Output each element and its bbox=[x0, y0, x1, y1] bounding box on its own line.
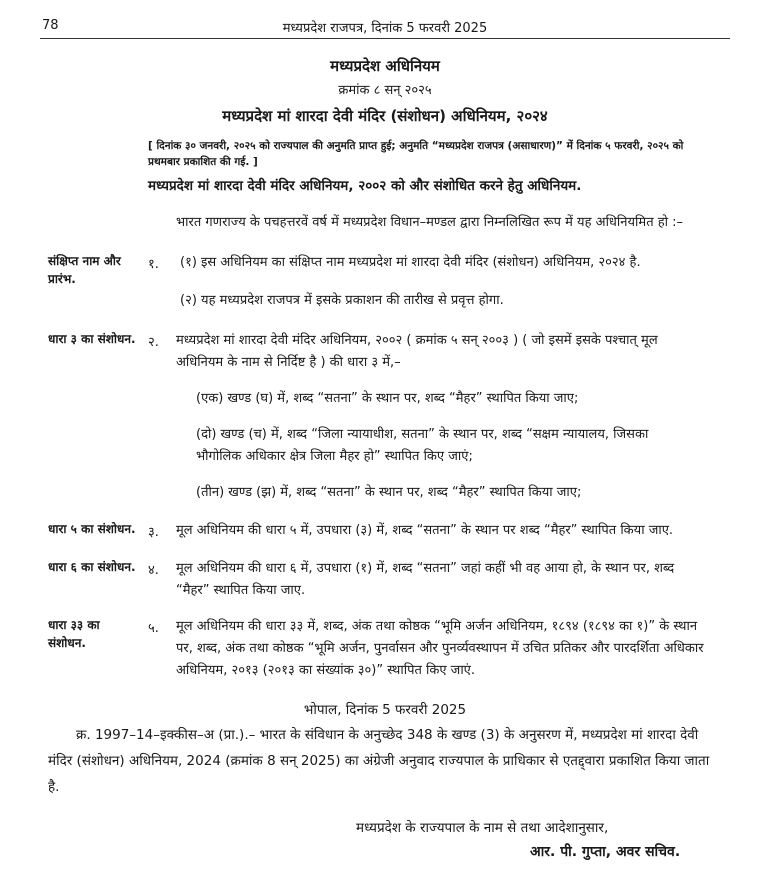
section-4-number: ४. bbox=[148, 563, 159, 578]
running-title: मध्यप्रदेश राजपत्र, दिनांक 5 फरवरी 2025 bbox=[282, 21, 488, 36]
section-4-side-note: धारा ६ का संशोधन. bbox=[48, 560, 136, 574]
section-2-text: मध्यप्रदेश मां शारदा देवी मंदिर अधिनियम, २००२ ( क्रमांक ५ सन् २००३ ) ( जो इसमें इसके पश्चात् मूल अधिनियम के नाम से निर्दिष्ट है ) की धारा ३ में,– bbox=[176, 333, 658, 370]
section-2-clause-c: (तीन) खण्ड (झ) में, शब्द “सतना” के स्थान पर, शब्द “मैहर” स्थापित किया जाए; bbox=[196, 485, 582, 500]
section-1-para-2: (२) यह मध्यप्रदेश राजपत्र में इसके प्रकाशन की तारीख से प्रवृत्त होगा. bbox=[180, 293, 504, 308]
translation-notice: क्र. 1997–14–इक्कीस–अ (प्रा.).– भारत के संविधान के अनुच्छेद 348 के खण्ड (3) के अनुसरण में, मध्यप्रदेश मां शारदा देवी मंदिर (संशोधन) अधिनियम, 2024 (क्रमांक 8 सन् 2025) का अंग्रेजी अनुवाद राज्यपाल के प्राधिकार से एतद्द्वारा प्रकाशित किया जाता है. bbox=[48, 727, 710, 795]
section-5-text: मूल अधिनियम की धारा ३३ में, शब्द, अंक तथा कोष्ठक “भूमि अर्जन अधिनियम, १८९४ (१८९४ का १)” के स्थान पर, शब्द, अंक तथा कोष्ठक “भूमि अर्जन, पुनर्वासन और पुनर्व्यवस्थापन में उचित प्रतिकर और पारदर्शिता अधिकार अधिनियम, २०१३ (२०१३ का संख्यांक ३०)” स्थापित किए जाएं. bbox=[176, 619, 704, 678]
section-5-number: ५. bbox=[148, 621, 159, 636]
section-2-side-note: धारा ३ का संशोधन. bbox=[48, 332, 136, 346]
place-date: भोपाल, दिनांक 5 फरवरी 2025 bbox=[303, 702, 467, 718]
section-2-clause-b: (दो) खण्ड (च) में, शब्द “जिला न्यायाधीश, सतना” के स्थान पर, शब्द “सक्षम न्यायालय, जिसका भौगोलिक अधिकार क्षेत्र जिला मैहर हो” स्थापित किए जाएं; bbox=[196, 427, 649, 464]
section-2-clause-a: (एक) खण्ड (घ) में, शब्द “सतना” के स्थान पर, शब्द “मैहर” स्थापित किया जाए; bbox=[196, 391, 579, 406]
page-number: 78 bbox=[42, 18, 59, 33]
section-1-para-1: (१) इस अधिनियम का संक्षिप्त नाम मध्यप्रदेश मां शारदा देवी मंदिर (संशोधन) अधिनियम, २०२४ है. bbox=[180, 255, 641, 270]
enacting-clause: भारत गणराज्य के पचहत्तरवें वर्ष में मध्यप्रदेश विधान–मण्डल द्वारा निम्नलिखित रूप में यह अधिनियमित हो :– bbox=[176, 215, 684, 230]
section-4-text: मूल अधिनियम की धारा ६ में, उपधारा (१) में, शब्द “सतना” जहां कहीं भी वह आया हो, के स्थान पर, शब्द “मैहर” स्थापित किया जाए. bbox=[176, 561, 675, 598]
section-3-text: मूल अधिनियम की धारा ५ में, उपधारा (३) में, शब्द “सतना” के स्थान पर शब्द “मैहर” स्थापित किया जाए. bbox=[176, 523, 674, 538]
act-heading: मध्यप्रदेश अधिनियम bbox=[330, 57, 440, 75]
section-5-side-note: धारा ३३ का संशोधन. bbox=[48, 618, 100, 650]
section-1-number: १. bbox=[148, 257, 159, 272]
act-title: मध्यप्रदेश मां शारदा देवी मंदिर (संशोधन) अधिनियम, २०२४ bbox=[222, 107, 548, 125]
act-purpose: मध्यप्रदेश मां शारदा देवी मंदिर अधिनियम, २००२ को और संशोधित करने हेतु अधिनियम. bbox=[148, 178, 582, 194]
assent-note: [ दिनांक ३० जनवरी, २०२५ को राज्यपाल की अनुमति प्राप्त हुई; अनुमति “मध्यप्रदेश राजपत्र (असाधारण)” में दिनांक ५ फरवरी, २०२५ को प्रथमबार प्रकाशित की गई. ] bbox=[148, 140, 684, 168]
authority-line: मध्यप्रदेश के राज्यपाल के नाम से तथा आदेशानुसार, bbox=[356, 820, 609, 836]
section-2-number: २. bbox=[148, 335, 159, 350]
section-3-number: ३. bbox=[148, 525, 159, 540]
header-rule bbox=[40, 38, 730, 39]
section-3-side-note: धारा ५ का संशोधन. bbox=[48, 522, 136, 536]
page-header bbox=[0, 18, 770, 40]
act-number: क्रमांक ८ सन् २०२५ bbox=[338, 83, 432, 98]
signatory: आर. पी. गुप्ता, अवर सचिव. bbox=[530, 844, 681, 860]
section-1-side-note: संक्षिप्त नाम और प्रारंभ. bbox=[48, 254, 121, 286]
